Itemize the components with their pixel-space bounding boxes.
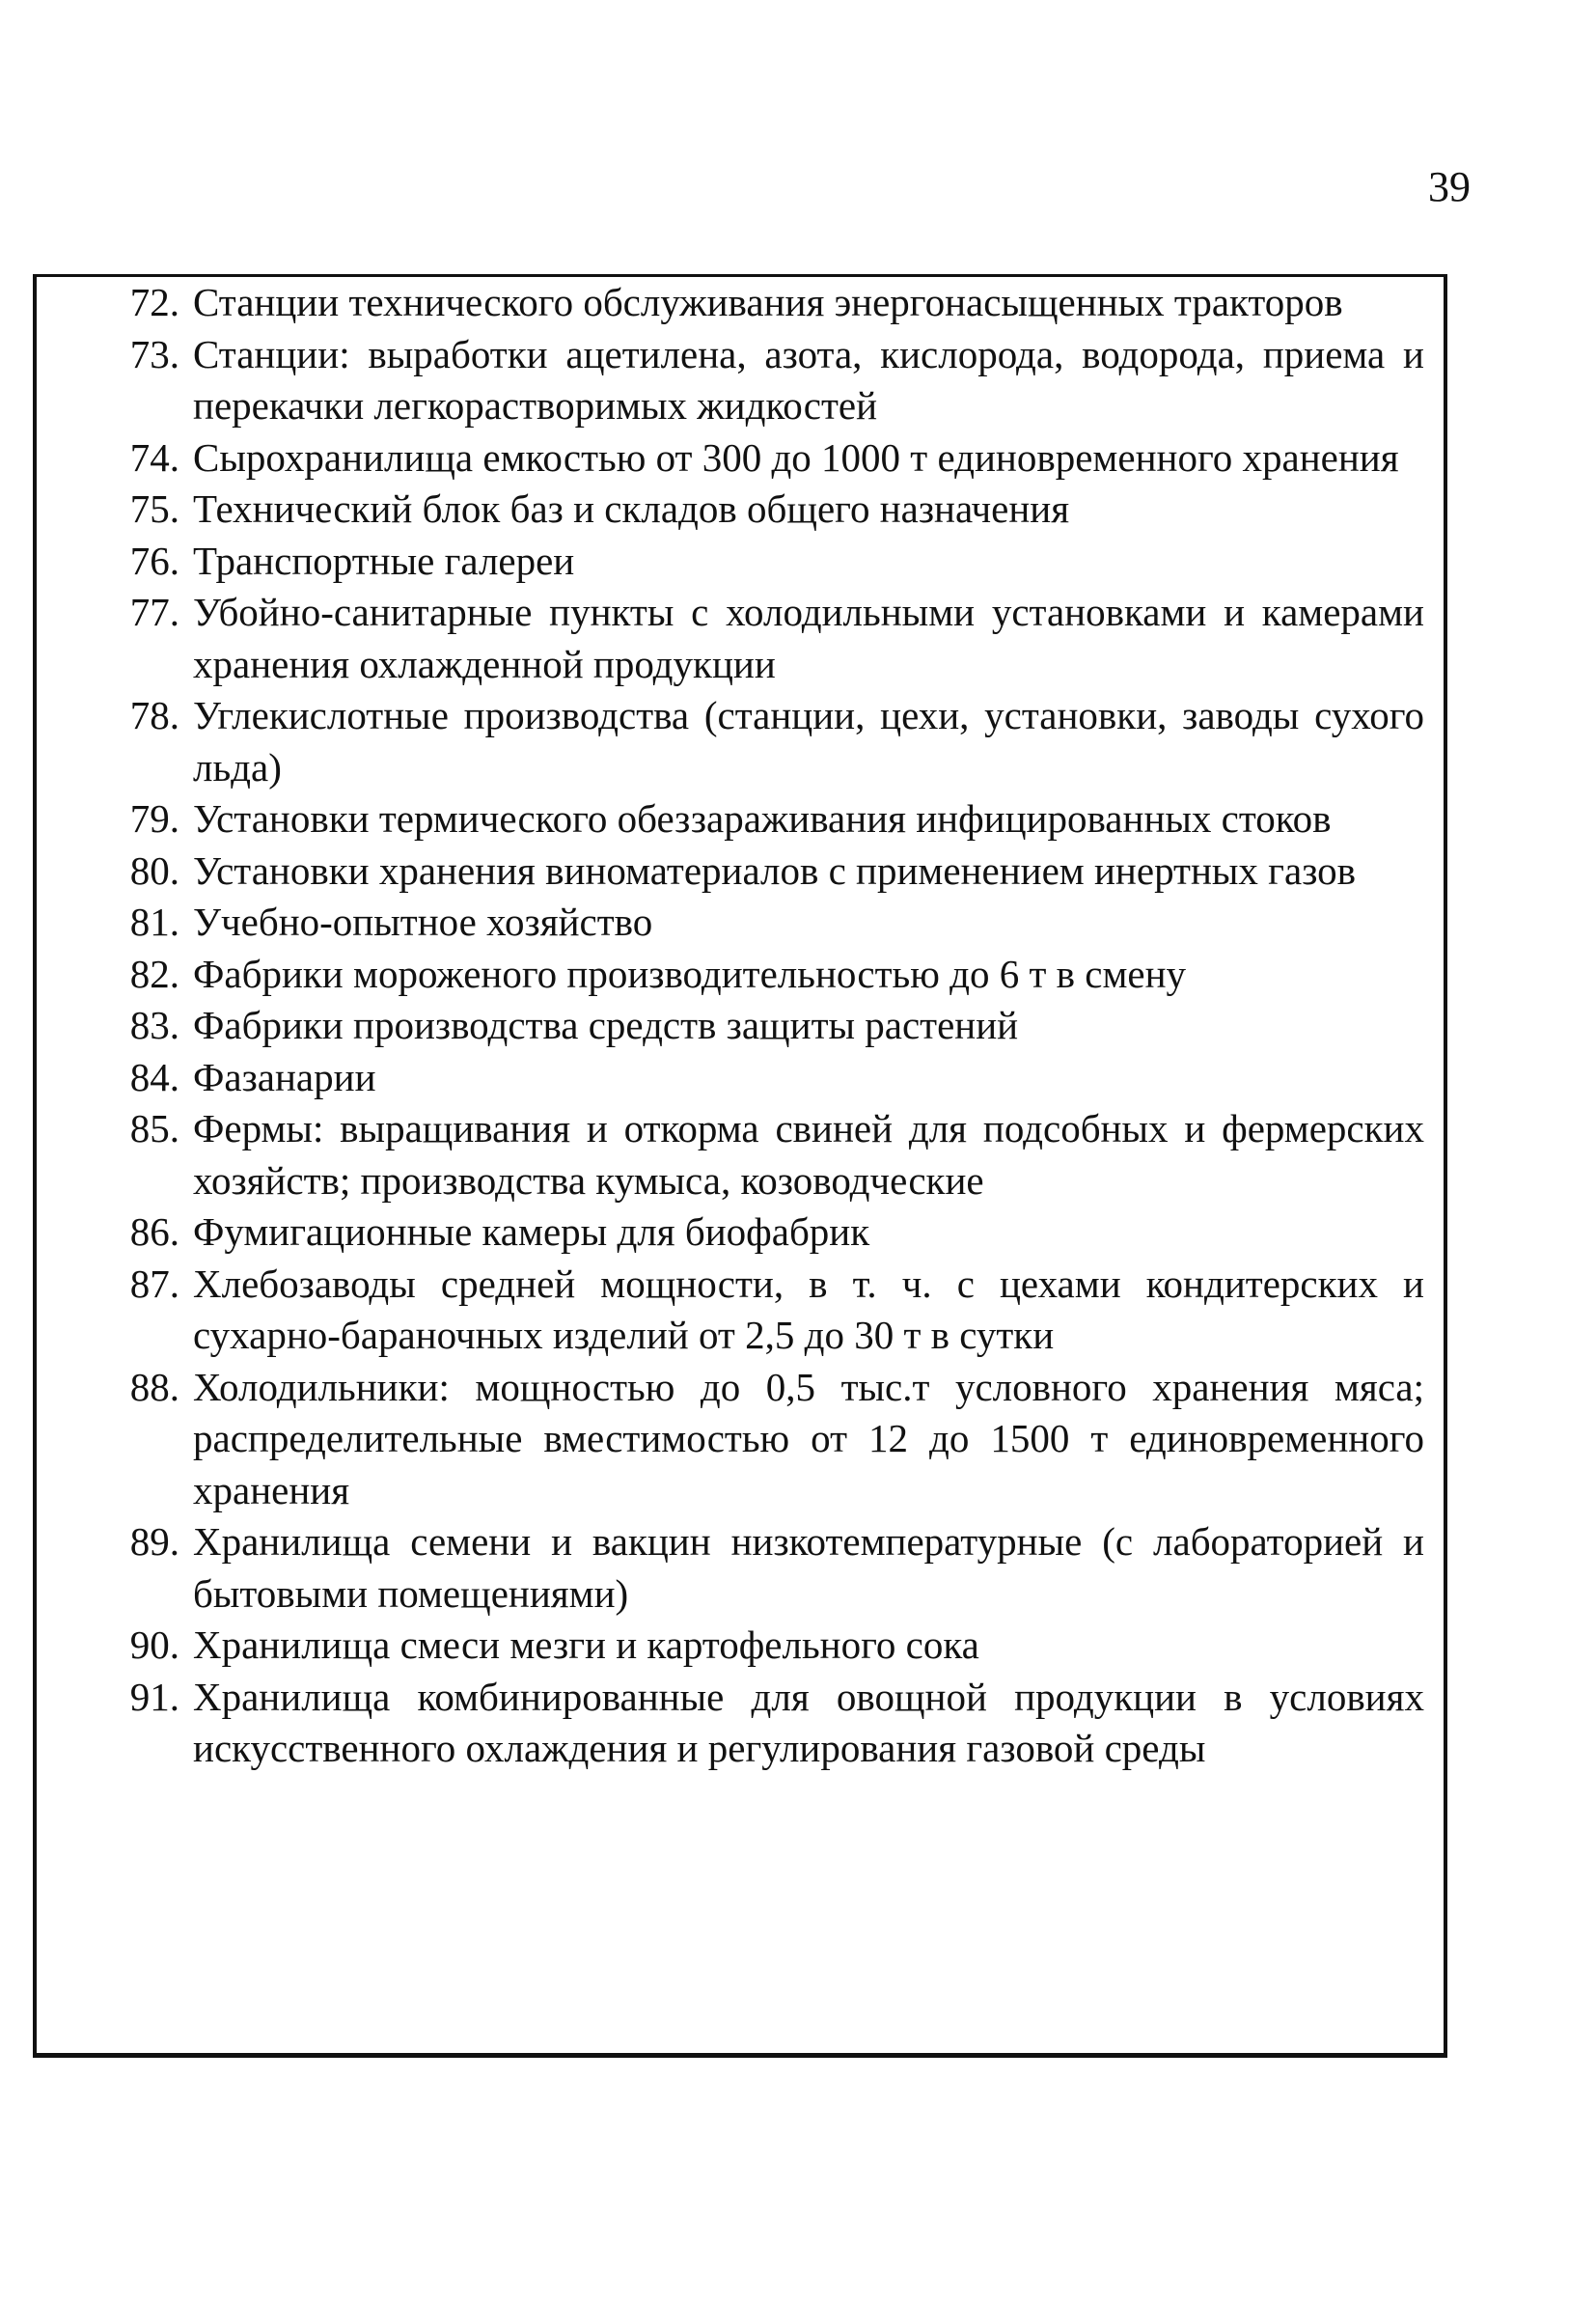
item-text: Транспортные галереи: [193, 538, 575, 583]
item-text: Фумигационные камеры для биофабрик: [193, 1209, 870, 1254]
item-number: 86.: [129, 1209, 179, 1254]
list-item: [37, 1259, 1444, 1362]
item-text: Убойно-санитарные пункты с холодильными установками и камерами хранения охлажденной продукции: [193, 590, 1424, 686]
item-text: Установки хранения виноматериалов с применением инертных газов: [193, 847, 1357, 893]
list-item: [37, 1000, 1444, 1052]
item-number: 87.: [129, 1261, 179, 1306]
list-item: [37, 1103, 1444, 1206]
item-text: Учебно-опытное хозяйство: [193, 900, 653, 944]
item-number: 75.: [129, 486, 179, 531]
list-item: [37, 1516, 1444, 1620]
list-item: [37, 536, 1444, 588]
item-text: Фабрики мороженого производительностью до 6 т в смену: [193, 951, 1187, 996]
item-number: 78.: [129, 693, 179, 737]
item-number: 85.: [129, 1106, 179, 1150]
item-text: Хлебозаводы средней мощности, в т. ч. с цехами кондитерских и сухарно-бараночных изделий от 2,5 до 30 т в сутки: [193, 1261, 1424, 1357]
item-number: 82.: [129, 951, 179, 996]
list-item: [37, 897, 1444, 949]
list-item: [37, 432, 1444, 485]
item-number: 74.: [129, 434, 179, 480]
list-item: [37, 1672, 1444, 1775]
item-text: Холодильники: мощностью до 0,5 тыс.т условного хранения мяса; распределительные вместимостью от 12 до 1500 т единовременного хранения: [193, 1364, 1424, 1512]
list-item: [37, 1362, 1444, 1517]
item-text: Хранилища смеси мезги и картофельного сока: [193, 1622, 979, 1667]
page-number: 39: [1428, 163, 1471, 210]
item-text: Фазанарии: [193, 1054, 376, 1099]
item-number: 84.: [129, 1054, 179, 1099]
item-number: 79.: [129, 796, 179, 841]
item-number: 77.: [129, 590, 179, 634]
list-item: [37, 1206, 1444, 1259]
numbered-list: [37, 277, 1444, 1775]
list-item: [37, 949, 1444, 1001]
item-number: 90.: [129, 1622, 179, 1667]
list-item: [37, 690, 1444, 793]
list-item: [37, 277, 1444, 329]
item-number: 83.: [129, 1003, 179, 1047]
list-frame: [33, 274, 1447, 2058]
item-text: Станции технического обслуживания энергонасыщенных тракторов: [193, 280, 1343, 324]
item-number: 80.: [129, 847, 179, 893]
item-number: 73.: [129, 331, 179, 376]
item-text: Хранилища семени и вакцин низкотемпературные (с лабораторией и бытовыми помещениями): [193, 1519, 1424, 1616]
list-item: [37, 484, 1444, 536]
item-text: Фермы: выращивания и откорма свиней для подсобных и фермерских хозяйств; производства кумыса, козоводческие: [193, 1106, 1424, 1203]
item-text: Фабрики производства средств защиты растений: [193, 1003, 1019, 1047]
item-text: Хранилища комбинированные для овощной продукции в условиях искусственного охлаждения и регулирования газовой среды: [193, 1674, 1424, 1770]
list-item: [37, 329, 1444, 432]
item-number: 76.: [129, 538, 179, 583]
item-number: 72.: [129, 280, 179, 324]
list-item: [37, 793, 1444, 846]
list-item: [37, 1620, 1444, 1672]
item-number: 89.: [129, 1519, 179, 1564]
item-text: Сырохранилища емкостью от 300 до 1000 т единовременного хранения: [193, 434, 1399, 480]
item-number: 88.: [129, 1364, 179, 1409]
list-item: [37, 587, 1444, 690]
item-text: Станции: выработки ацетилена, азота, кислорода, водорода, приема и перекачки легкорастворимых жидкостей: [193, 331, 1424, 428]
item-text: Технический блок баз и складов общего назначения: [193, 486, 1070, 531]
list-item: [37, 1052, 1444, 1104]
item-number: 81.: [129, 900, 179, 944]
list-item: [37, 846, 1444, 898]
item-text: Углекислотные производства (станции, цехи, установки, заводы сухого льда): [193, 693, 1424, 790]
item-number: 91.: [129, 1674, 179, 1719]
item-text: Установки термического обеззараживания инфицированных стоков: [193, 796, 1332, 841]
